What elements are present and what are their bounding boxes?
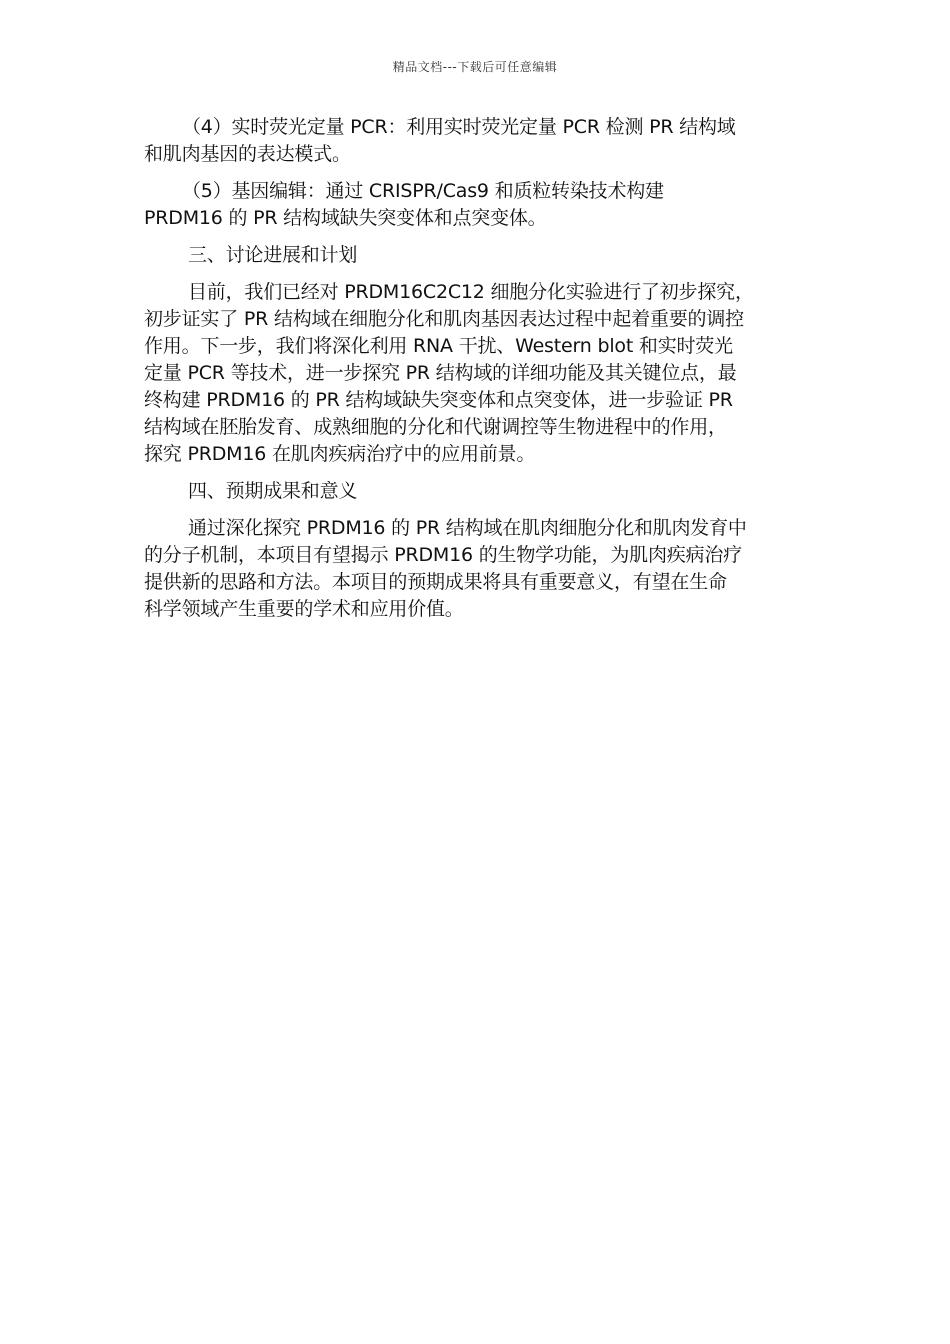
text-line: 通过深化探究 PRDM16 的 PR 结构域在肌肉细胞分化和肌肉发育中 <box>188 517 747 539</box>
section-heading-expected-results <box>144 478 806 505</box>
text-line: （5）基因编辑：通过 CRISPR/Cas9 和质粒转染技术构建 <box>182 180 664 202</box>
paragraph-significance <box>144 515 806 623</box>
page-header: 精品文档---下载后可任意编辑 <box>392 60 558 74</box>
text-line: 提供新的思路和方法。本项目的预期成果将具有重要意义，有望在生命 <box>144 571 727 593</box>
text-line: 结构域在胚胎发育、成熟细胞的分化和代谢调控等生物进程中的作用， <box>144 416 727 438</box>
text-line: （4）实时荧光定量 PCR：利用实时荧光定量 PCR 检测 PR 结构域 <box>182 116 736 138</box>
text-line: 终构建 PRDM16 的 PR 结构域缺失突变体和点突变体，进一步验证 PR <box>144 389 733 411</box>
heading-text: 三、讨论进展和计划 <box>188 244 358 266</box>
text-line: 目前，我们已经对 PRDM16C2C12 细胞分化实验进行了初步探究， <box>188 281 754 303</box>
text-line: 和肌肉基因的表达模式。 <box>144 143 351 165</box>
text-line: PRDM16 的 PR 结构域缺失突变体和点突变体。 <box>144 207 547 229</box>
text-line: 科学领域产生重要的学术和应用价值。 <box>144 598 464 620</box>
text-line: 作用。下一步，我们将深化利用 RNA 干扰、Western blot 和实时荧光 <box>144 335 733 357</box>
paragraph-realtime-pcr <box>144 114 806 168</box>
section-heading-discussion <box>144 242 806 269</box>
text-line: 定量 PCR 等技术，进一步探究 PR 结构域的详细功能及其关键位点，最 <box>144 362 737 384</box>
paragraph-gene-editing <box>144 178 806 232</box>
heading-text: 四、预期成果和意义 <box>188 480 358 502</box>
document-body <box>144 114 806 633</box>
text-line: 的分子机制，本项目有望揭示 PRDM16 的生物学功能，为肌肉疾病治疗 <box>144 544 742 566</box>
paragraph-progress-plan <box>144 279 806 468</box>
text-line: 探究 PRDM16 在肌肉疾病治疗中的应用前景。 <box>144 443 536 465</box>
text-line: 初步证实了 PR 结构域在细胞分化和肌肉基因表达过程中起着重要的调控 <box>144 308 744 330</box>
